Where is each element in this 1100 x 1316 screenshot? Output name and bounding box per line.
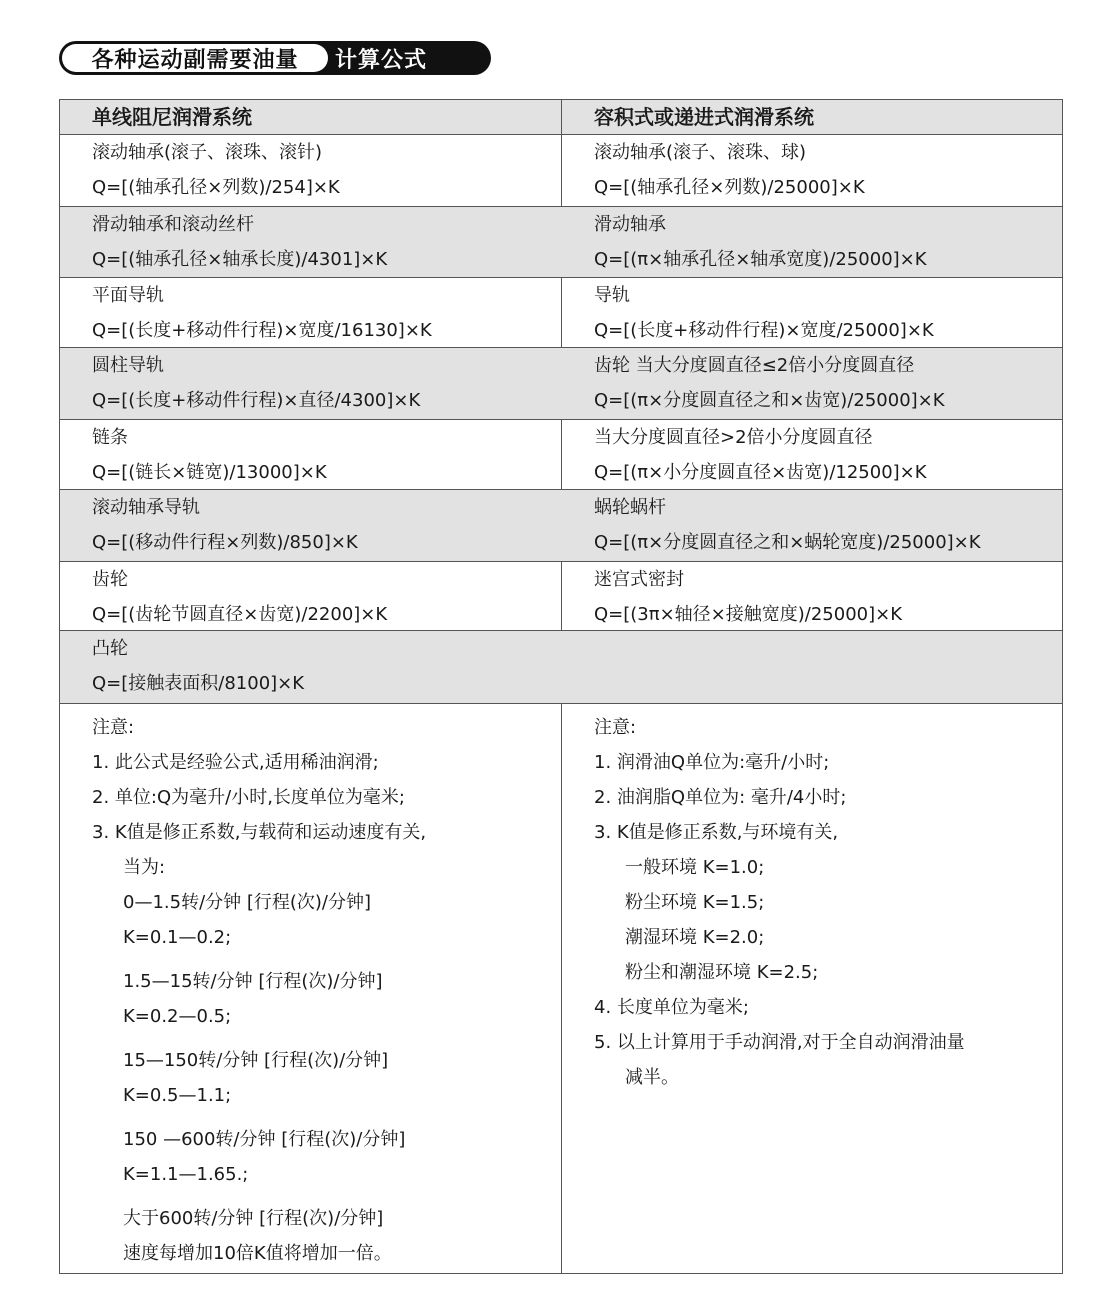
env-k-value: 粉尘环境 K=1.5; bbox=[625, 892, 765, 913]
env-k-value: 潮湿环境 K=2.0; bbox=[625, 927, 765, 948]
env-k-value: 粉尘和潮湿环境 K=2.5; bbox=[625, 962, 819, 983]
part-name: 当大分度圆直径>2倍小分度圆直径 bbox=[594, 427, 873, 448]
title-main: 各种运动副需要油量 bbox=[62, 44, 328, 72]
part-name: 凸轮 bbox=[92, 638, 128, 659]
note-sub-intro: 当为: bbox=[123, 857, 166, 878]
part-name: 圆柱导轨 bbox=[92, 355, 164, 376]
formula: Q=[(轴承孔径×轴承长度)/4301]×K bbox=[92, 249, 388, 270]
part-name: 滑动轴承 bbox=[594, 214, 666, 235]
formula: Q=[接触表面积/8100]×K bbox=[92, 673, 305, 694]
note-item: 4. 长度单位为毫米; bbox=[594, 997, 749, 1018]
k-value: K=0.1—0.2; bbox=[123, 927, 232, 948]
table-row bbox=[60, 277, 1062, 347]
table-row bbox=[60, 419, 1062, 489]
formula: Q=[(π×小分度圆直径×齿宽)/12500]×K bbox=[594, 462, 927, 483]
row-cell-right bbox=[562, 490, 1062, 561]
formula: Q=[(π×轴承孔径×轴承宽度)/25000]×K bbox=[594, 249, 927, 270]
row-cell-right bbox=[562, 348, 1062, 419]
part-name: 滚动轴承(滚子、滚珠、球) bbox=[594, 142, 807, 163]
note-item: 3. K值是修正系数,与载荷和运动速度有关, bbox=[92, 822, 427, 843]
row-cell-left bbox=[60, 631, 561, 703]
header-left: 单线阻尼润滑系统 bbox=[60, 100, 561, 134]
formula: Q=[(π×分度圆直径之和×齿宽)/25000]×K bbox=[594, 390, 945, 411]
title-sub: 计算公式 bbox=[335, 47, 428, 73]
note-item: 3. K值是修正系数,与环境有关, bbox=[594, 822, 839, 843]
row-cell-left bbox=[60, 207, 561, 277]
notes-heading: 注意: bbox=[92, 717, 135, 738]
table-row bbox=[60, 134, 1062, 206]
part-name: 蜗轮蜗杆 bbox=[594, 497, 666, 518]
row-cell-right bbox=[562, 420, 1062, 489]
table-row bbox=[60, 630, 1062, 703]
table-row bbox=[60, 206, 1062, 277]
formula: Q=[(π×分度圆直径之和×蜗轮宽度)/25000]×K bbox=[594, 532, 981, 553]
formula: Q=[(长度+移动件行程)×宽度/16130]×K bbox=[92, 320, 432, 341]
env-k-value: 一般环境 K=1.0; bbox=[625, 857, 765, 878]
k-value: K=0.2—0.5; bbox=[123, 1006, 232, 1027]
formula: Q=[(轴承孔径×列数)/254]×K bbox=[92, 177, 340, 198]
speed-range: 150 —600转/分钟 [行程(次)/分钟] bbox=[123, 1129, 406, 1150]
formula: Q=[(3π×轴径×接触宽度)/25000]×K bbox=[594, 604, 903, 625]
notes-row bbox=[60, 703, 1062, 1273]
note-item: 2. 单位:Q为毫升/小时,长度单位为毫米; bbox=[92, 787, 405, 808]
part-name: 迷宫式密封 bbox=[594, 569, 684, 590]
row-cell-left bbox=[60, 420, 561, 489]
row-cell-right bbox=[562, 278, 1062, 347]
speed-range: 15—150转/分钟 [行程(次)/分钟] bbox=[123, 1050, 389, 1071]
formula: Q=[(长度+移动件行程)×宽度/25000]×K bbox=[594, 320, 934, 341]
speed-range: 0—1.5转/分钟 [行程(次)/分钟] bbox=[123, 892, 372, 913]
notes-left bbox=[60, 704, 561, 1273]
notes-heading: 注意: bbox=[594, 717, 637, 738]
speed-range: 大于600转/分钟 [行程(次)/分钟] bbox=[123, 1208, 384, 1229]
speed-range: 1.5—15转/分钟 [行程(次)/分钟] bbox=[123, 971, 383, 992]
row-cell-left bbox=[60, 135, 561, 206]
note-item: 2. 油润脂Q单位为: 毫升/4小时; bbox=[594, 787, 847, 808]
part-name: 齿轮 bbox=[92, 569, 128, 590]
notes-right bbox=[562, 704, 1062, 1273]
note-item: 5. 以上计算用于手动润滑,对于全自动润滑油量 bbox=[594, 1032, 965, 1053]
part-name: 链条 bbox=[92, 427, 128, 448]
part-name: 滚动轴承(滚子、滚珠、滚针) bbox=[92, 142, 323, 163]
formula: Q=[(齿轮节圆直径×齿宽)/2200]×K bbox=[92, 604, 388, 625]
note-item-continued: 减半。 bbox=[625, 1067, 679, 1088]
row-cell-left bbox=[60, 348, 561, 419]
table-row bbox=[60, 489, 1062, 561]
table-row bbox=[60, 347, 1062, 419]
note-item: 1. 润滑油Q单位为:毫升/小时; bbox=[594, 752, 830, 773]
row-cell-right bbox=[562, 562, 1062, 630]
formula: Q=[(移动件行程×列数)/850]×K bbox=[92, 532, 358, 553]
table-header-row bbox=[60, 100, 1062, 134]
formula: Q=[(长度+移动件行程)×直径/4300]×K bbox=[92, 390, 421, 411]
row-cell-left bbox=[60, 490, 561, 561]
part-name: 滚动轴承导轨 bbox=[92, 497, 200, 518]
part-name: 滑动轴承和滚动丝杆 bbox=[92, 214, 254, 235]
k-value: K=1.1—1.65.; bbox=[123, 1164, 249, 1185]
note-item: 1. 此公式是经验公式,适用稀油润滑; bbox=[92, 752, 379, 773]
formula: Q=[(轴承孔径×列数)/25000]×K bbox=[594, 177, 865, 198]
part-name: 齿轮 当大分度圆直径≤2倍小分度圆直径 bbox=[594, 355, 915, 376]
title-banner bbox=[59, 41, 491, 75]
part-name: 平面导轨 bbox=[92, 285, 164, 306]
part-name: 导轨 bbox=[594, 285, 630, 306]
row-cell-left bbox=[60, 562, 561, 630]
header-right: 容积式或递进式润滑系统 bbox=[562, 100, 1062, 134]
row-cell-right bbox=[562, 135, 1062, 206]
row-cell-left bbox=[60, 278, 561, 347]
table-row bbox=[60, 561, 1062, 630]
formula-table bbox=[59, 99, 1063, 1274]
k-value: 速度每增加10倍K值将增加一倍。 bbox=[123, 1243, 392, 1264]
row-cell-right-empty bbox=[562, 631, 1062, 703]
formula: Q=[(链长×链宽)/13000]×K bbox=[92, 462, 327, 483]
row-cell-right bbox=[562, 207, 1062, 277]
k-value: K=0.5—1.1; bbox=[123, 1085, 232, 1106]
